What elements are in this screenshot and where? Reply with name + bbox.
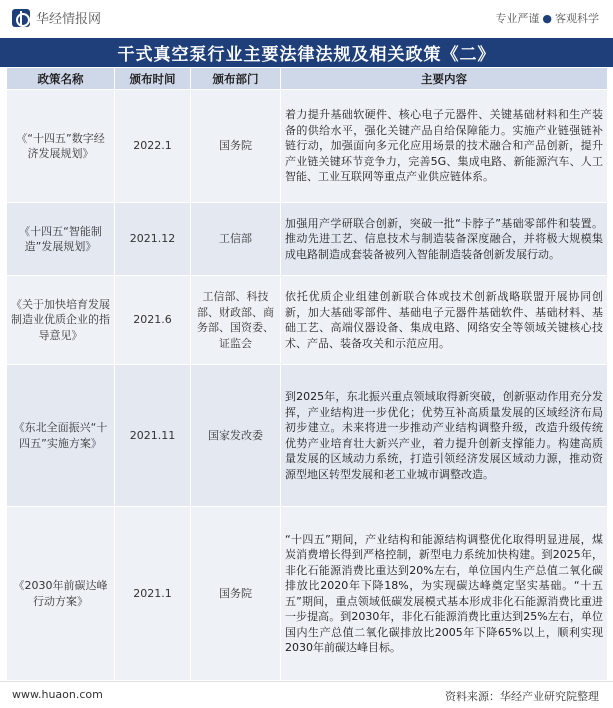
policy-content: 加强用产学研联合创新，突破一批“卡脖子”基础零部件和装置。推动先进工艺、信息技术与制造装备深度融合，并将极大规模集成电路制造成套装备被列入智能制造装备创新发展行动。 <box>281 203 608 276</box>
policy-date: 2022.1 <box>115 90 191 203</box>
table-row <box>7 203 608 276</box>
policy-name: 《十四五“智能制造”发展规划》 <box>7 203 115 276</box>
policy-name: 《关于加快培育发展制造业优质企业的指导意见》 <box>7 276 115 365</box>
brand <box>12 8 101 27</box>
table-row <box>7 276 608 365</box>
slogan-right: 客观科学 <box>555 12 599 25</box>
table-row <box>7 365 608 507</box>
table-row <box>7 507 608 681</box>
policy-content: 依托优质企业组建创新联合体或技术创新战略联盟开展协同创新，加大基础零部件、基础电子元器件基础软件、基础材料、基础工艺、高端仪器设备、集成电路、网络安全等领域关键核心技术、产品、装备攻关和示范应用。 <box>281 276 608 365</box>
policy-name: 《“十四五”数字经济发展规划》 <box>7 90 115 203</box>
policy-dept: 国务院 <box>191 90 281 203</box>
column-header-dept: 颁布部门 <box>191 68 281 90</box>
policy-date: 2021.6 <box>115 276 191 365</box>
slogan <box>495 10 599 26</box>
column-header-name: 政策名称 <box>7 68 115 90</box>
top-bar <box>0 0 613 38</box>
policy-dept: 国家发改委 <box>191 365 281 507</box>
slogan-dot-icon: ● <box>542 12 552 25</box>
column-header-date: 颁布时间 <box>115 68 191 90</box>
footer-source: 资料来源：华经产业研究院整理 <box>445 690 599 703</box>
slogan-left: 专业严谨 <box>495 12 540 25</box>
policy-dept: 工信部、科技部、财政部、商务部、国资委、证监会 <box>191 276 281 365</box>
policy-dept: 工信部 <box>191 203 281 276</box>
brand-name: 华经情报网 <box>36 12 102 27</box>
policy-content: 着力提升基础软硬件、核心电子元器件、关键基础材料和生产装备的供给水平，强化关键产品自给保障能力。实施产业链强链补链行动，加强面向多元化应用场景的技术融合和产品创新，提升产业链关键环节竞争力，完善5G、集成电路、新能源汽车、人工智能、工业互联网等重点产业供应链体系。 <box>281 90 608 203</box>
policy-dept: 国务院 <box>191 507 281 681</box>
policy-content: 到2025年，东北振兴重点领域取得新突破，创新驱动作用充分发挥，产业结构进一步优化；优势互补高质量发展的区域经济布局初步建立。未来将进一步推动产业结构调整升级，改造升级传统优势产业培育壮大新兴产业，着力提升创新支撑能力。构建高质量发展的区域动力系统，打造引领经济发展区域动力源，推动资源型地区转型发展和老工业城市调整改造。 <box>281 365 608 507</box>
table-row <box>7 90 608 203</box>
policy-table <box>6 67 608 681</box>
policy-name: 《2030年前碳达峰行动方案》 <box>7 507 115 681</box>
policy-date: 2021.12 <box>115 203 191 276</box>
policy-date: 2021.11 <box>115 365 191 507</box>
column-header-content: 主要内容 <box>281 68 608 90</box>
brand-logo-icon <box>12 9 30 27</box>
policy-content: “十四五”期间，产业结构和能源结构调整优化取得明显进展，煤炭消费增长得到严格控制，新型电力系统加快构建。到2025年，非化石能源消费比重达到20%左右，单位国内生产总值二氧化碳排放比2020年下降18%，为实现碳达峰奠定坚实基础。“十五五”期间，重点领域低碳发展模式基本形成非化石能源消费比重进一步提高。到2030年，非化石能源消费比重达到25%左右，单位国内生产总值二氧化碳排放比2005年下降65%以上，顺利实现2030年前碳达峰目标。 <box>281 507 608 681</box>
page-title: 干式真空泵行业主要法律法规及相关政策《二》 <box>0 38 613 67</box>
table-header-row <box>7 68 608 90</box>
footer <box>0 681 613 708</box>
policy-name: 《东北全面振兴“十四五”实施方案》 <box>7 365 115 507</box>
footer-url: www.huaon.com <box>12 688 103 701</box>
policy-date: 2021.1 <box>115 507 191 681</box>
